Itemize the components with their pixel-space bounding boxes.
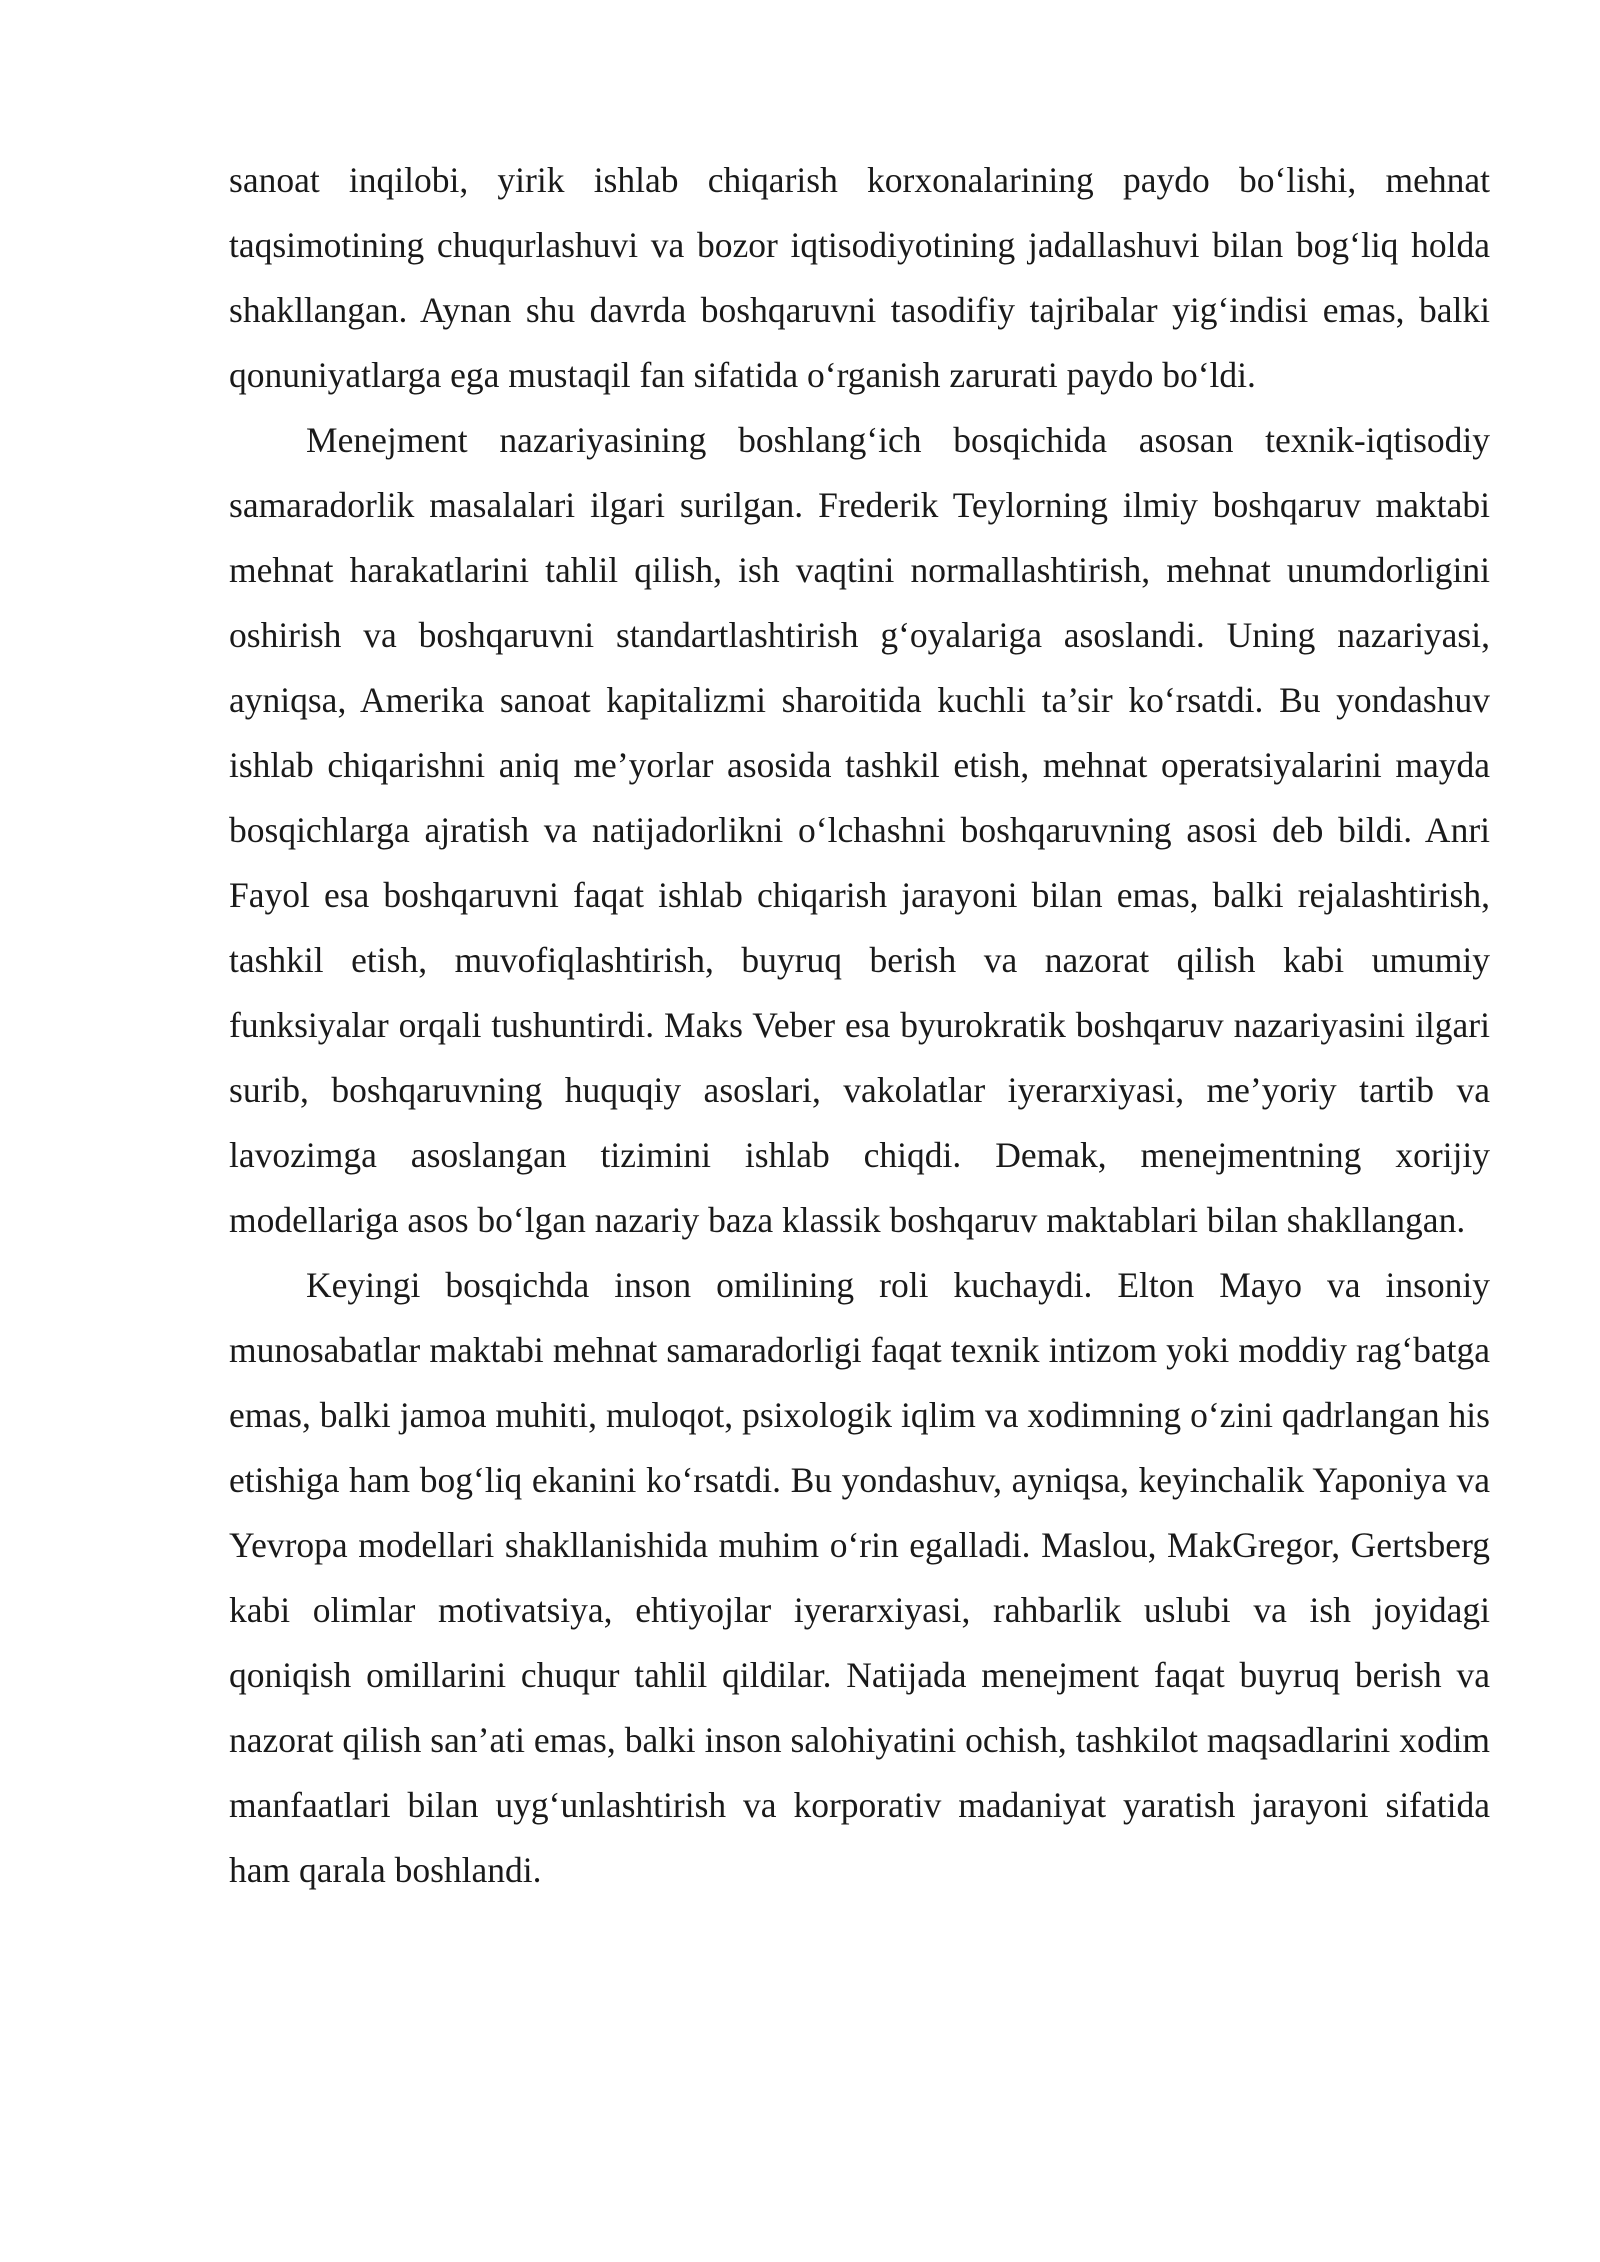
- document-page: [229, 148, 1490, 1903]
- paragraph-3: Keyingi bosqichda inson omilining roli kuchaydi. Elton Mayo va insoniy munosabatlar maktabi mehnat samaradorligi faqat texnik intizom yoki moddiy rag‘batga emas, balki jamoa muhiti, muloqot, psixologik iqlim va xodimning o‘zini qadrlangan his etishiga ham bog‘liq ekanini ko‘rsatdi. Bu yondashuv, ayniqsa, keyinchalik Yaponiya va Yevropa modellari shakllanishida muhim o‘rin egalladi. Maslou, MakGregor, Gertsberg kabi olimlar motivatsiya, ehtiyojlar iyerarxiyasi, rahbarlik uslubi va ish joyidagi qoniqish omillarini chuqur tahlil qildilar. Natijada menejment faqat buyruq berish va nazorat qilish san’ati emas, balki inson salohiyatini ochish, tashkilot maqsadlarini xodim manfaatlari bilan uyg‘unlashtirish va korporativ madaniyat yaratish jarayoni sifatida ham qarala boshlandi.: [229, 1265, 1490, 1890]
- paragraph-1: sanoat inqilobi, yirik ishlab chiqarish korxonalarining paydo bo‘lishi, mehnat taqsimotining chuqurlashuvi va bozor iqtisodiyotining jadallashuvi bilan bog‘liq holda shakllangan. Aynan shu davrda boshqaruvni tasodifiy tajribalar yig‘indisi emas, balki qonuniyatlarga ega mustaqil fan sifatida o‘rganish zarurati paydo bo‘ldi.: [229, 160, 1490, 395]
- paragraph-2: Menejment nazariyasining boshlang‘ich bosqichida asosan texnik-iqtisodiy samaradorlik masalalari ilgari surilgan. Frederik Teylorning ilmiy boshqaruv maktabi mehnat harakatlarini tahlil qilish, ish vaqtini normallashtirish, mehnat unumdorligini oshirish va boshqaruvni standartlashtirish g‘oyalariga asoslandi. Uning nazariyasi, ayniqsa, Amerika sanoat kapitalizmi sharoitida kuchli ta’sir ko‘rsatdi. Bu yondashuv ishlab chiqarishni aniq me’yorlar asosida tashkil etish, mehnat operatsiyalarini mayda bosqichlarga ajratish va natijadorlikni o‘lchashni boshqaruvning asosi deb bildi. Anri Fayol esa boshqaruvni faqat ishlab chiqarish jarayoni bilan emas, balki rejalashtirish, tashkil etish, muvofiqlashtirish, buyruq berish va nazorat qilish kabi umumiy funksiyalar orqali tushuntirdi. Maks Veber esa byurokratik boshqaruv nazariyasini ilgari surib, boshqaruvning huquqiy asoslari, vakolatlar iyerarxiyasi, me’yoriy tartib va lavozimga asoslangan tizimini ishlab chiqdi. Demak, menejmentning xorijiy modellariga asos bo‘lgan nazariy baza klassik boshqaruv maktablari bilan shakllangan.: [229, 420, 1490, 1240]
